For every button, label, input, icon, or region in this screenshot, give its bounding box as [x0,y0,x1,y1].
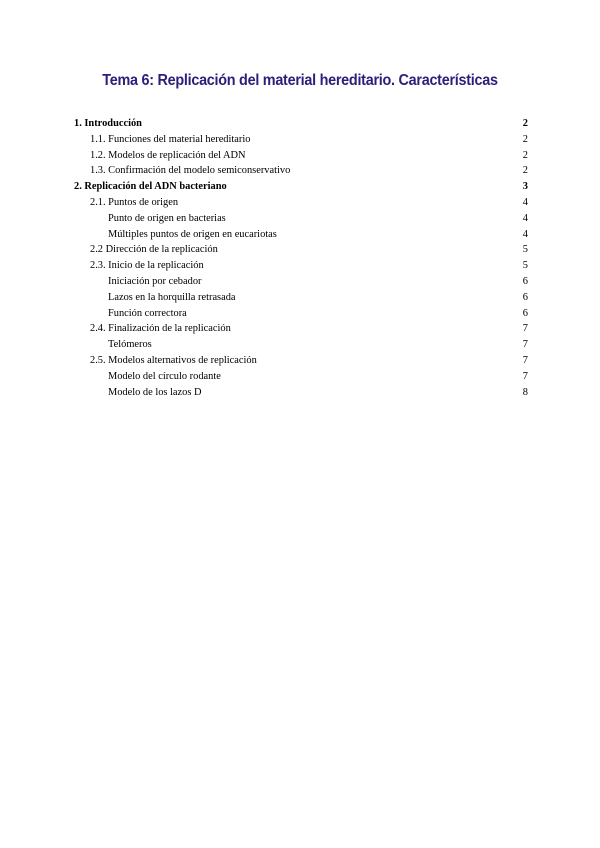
toc-page-number: 3 [522,181,528,193]
toc-entry[interactable] [74,116,528,132]
toc-page-number: 4 [522,228,528,240]
toc-page-number: 2 [522,118,528,129]
toc-page-number: 7 [522,323,528,335]
toc-entry[interactable] [74,258,528,274]
toc-entry[interactable] [74,132,528,148]
toc-entry[interactable] [74,163,528,179]
toc-page-number: 5 [522,244,528,256]
toc-entry[interactable] [74,321,528,337]
toc-page-number: 7 [522,354,528,366]
toc-page-number: 4 [522,196,528,208]
toc-entry-label: 2.4. Finalización de la replicación [90,323,231,335]
toc-entry[interactable] [74,274,528,290]
toc-entry[interactable] [74,211,528,227]
page-title: Tema 6: Replicación del material hereditario. Características [102,72,498,89]
toc-page-number: 7 [522,339,528,351]
toc-entry-label: Lazos en la horquilla retrasada [108,291,236,303]
toc-entry-label: 2.1. Puntos de origen [90,196,179,208]
toc-entry-label: 2. Replicación del ADN bacteriano [74,181,227,193]
toc-page-number: 7 [522,370,528,382]
toc-entry-label: 1.3. Confirmación del modelo semiconservativo [90,165,291,177]
toc-page-number: 6 [522,307,528,319]
toc-entry[interactable] [74,337,528,353]
toc-entry-label: Modelo del círculo rodante [108,370,221,382]
toc-entry-label: 1.2. Modelos de replicación del ADN [90,149,246,161]
toc-entry[interactable] [74,369,528,385]
toc-entry-label: Modelo de los lazos D [108,386,202,398]
toc-page-number: 2 [522,165,528,177]
toc-entry[interactable] [74,148,528,164]
toc-page-number: 2 [522,133,528,145]
toc-entry-label: 1. Introducción [74,118,142,129]
toc-entry-label: Telómeros [108,339,152,351]
toc-page-number: 5 [522,260,528,272]
toc-entry-label: Múltiples puntos de origen en eucariotas [108,228,277,240]
toc-entry-label: 2.2 Dirección de la replicación [90,244,218,256]
toc-page-number: 8 [522,386,528,398]
toc-entry[interactable] [74,242,528,258]
toc-entry-label: 1.1. Funciones del material hereditario [90,133,251,145]
toc-entry[interactable] [74,385,528,401]
toc-page-number: 6 [522,291,528,303]
toc-entry-label: 2.5. Modelos alternativos de replicación [90,354,257,366]
toc-page-number: 6 [522,275,528,287]
toc-page-number: 4 [522,212,528,224]
toc-entry[interactable] [74,290,528,306]
toc-entry-label: Punto de origen en bacterias [108,212,226,224]
toc-entry[interactable] [74,306,528,322]
table-of-contents [74,116,528,400]
toc-entry[interactable] [74,227,528,243]
toc-entry[interactable] [74,353,528,369]
toc-entry-label: 2.3. Inicio de la replicación [90,260,204,272]
toc-entry-label: Iniciación por cebador [108,275,202,287]
toc-entry[interactable] [74,179,528,195]
toc-page-number: 2 [522,149,528,161]
toc-entry[interactable] [74,195,528,211]
toc-entry-label: Función correctora [108,307,187,319]
